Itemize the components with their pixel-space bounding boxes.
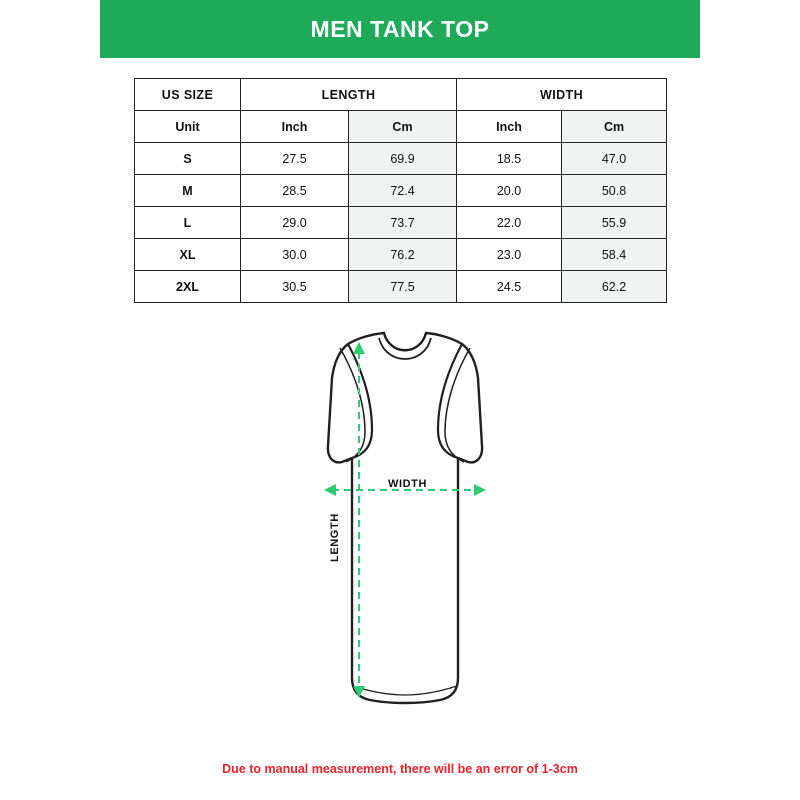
table-row (135, 239, 667, 271)
width-label: WIDTH (388, 478, 428, 490)
cell-length-cm: 72.4 (349, 175, 457, 207)
cell-length-cm: 69.9 (349, 143, 457, 175)
unit-cell-length-inch: Inch (241, 111, 349, 143)
table-header-row-groups (135, 79, 667, 111)
cell-width-inch: 22.0 (457, 207, 562, 239)
table-row (135, 175, 667, 207)
cell-width-inch: 18.5 (457, 143, 562, 175)
cell-length-inch: 28.5 (241, 175, 349, 207)
cell-width-cm: 58.4 (562, 239, 667, 271)
table-row (135, 143, 667, 175)
cell-width-cm: 55.9 (562, 207, 667, 239)
unit-cell-length-cm: Cm (349, 111, 457, 143)
cell-length-inch: 30.5 (241, 271, 349, 303)
size-chart-table-wrapper (134, 78, 666, 303)
measurement-disclaimer: Due to manual measurement, there will be an error of 1-3cm (222, 762, 578, 776)
cell-length-inch: 29.0 (241, 207, 349, 239)
cell-width-cm: 50.8 (562, 175, 667, 207)
size-chart-table (134, 78, 667, 303)
length-label: LENGTH (329, 513, 341, 562)
cell-length-cm: 73.7 (349, 207, 457, 239)
table-header-row-units (135, 111, 667, 143)
column-header-width: WIDTH (457, 79, 667, 111)
garment-diagram (280, 326, 530, 726)
unit-cell-label: Unit (135, 111, 241, 143)
cell-length-inch: 30.0 (241, 239, 349, 271)
cell-length-inch: 27.5 (241, 143, 349, 175)
cell-width-cm: 47.0 (562, 143, 667, 175)
cell-size: L (135, 207, 241, 239)
tank-top-illustration (280, 326, 530, 726)
cell-width-inch: 24.5 (457, 271, 562, 303)
tank-body-outline (328, 333, 482, 703)
cell-length-cm: 76.2 (349, 239, 457, 271)
cell-size: M (135, 175, 241, 207)
unit-cell-width-cm: Cm (562, 111, 667, 143)
cell-width-cm: 62.2 (562, 271, 667, 303)
unit-cell-width-inch: Inch (457, 111, 562, 143)
cell-length-cm: 77.5 (349, 271, 457, 303)
cell-width-inch: 23.0 (457, 239, 562, 271)
page-title: MEN TANK TOP (310, 15, 490, 42)
cell-size: XL (135, 239, 241, 271)
cell-size: S (135, 143, 241, 175)
table-row (135, 271, 667, 303)
column-header-length: LENGTH (241, 79, 457, 111)
cell-width-inch: 20.0 (457, 175, 562, 207)
table-row (135, 207, 667, 239)
page-header (100, 0, 700, 58)
cell-size: 2XL (135, 271, 241, 303)
column-header-us-size: US SIZE (135, 79, 241, 111)
